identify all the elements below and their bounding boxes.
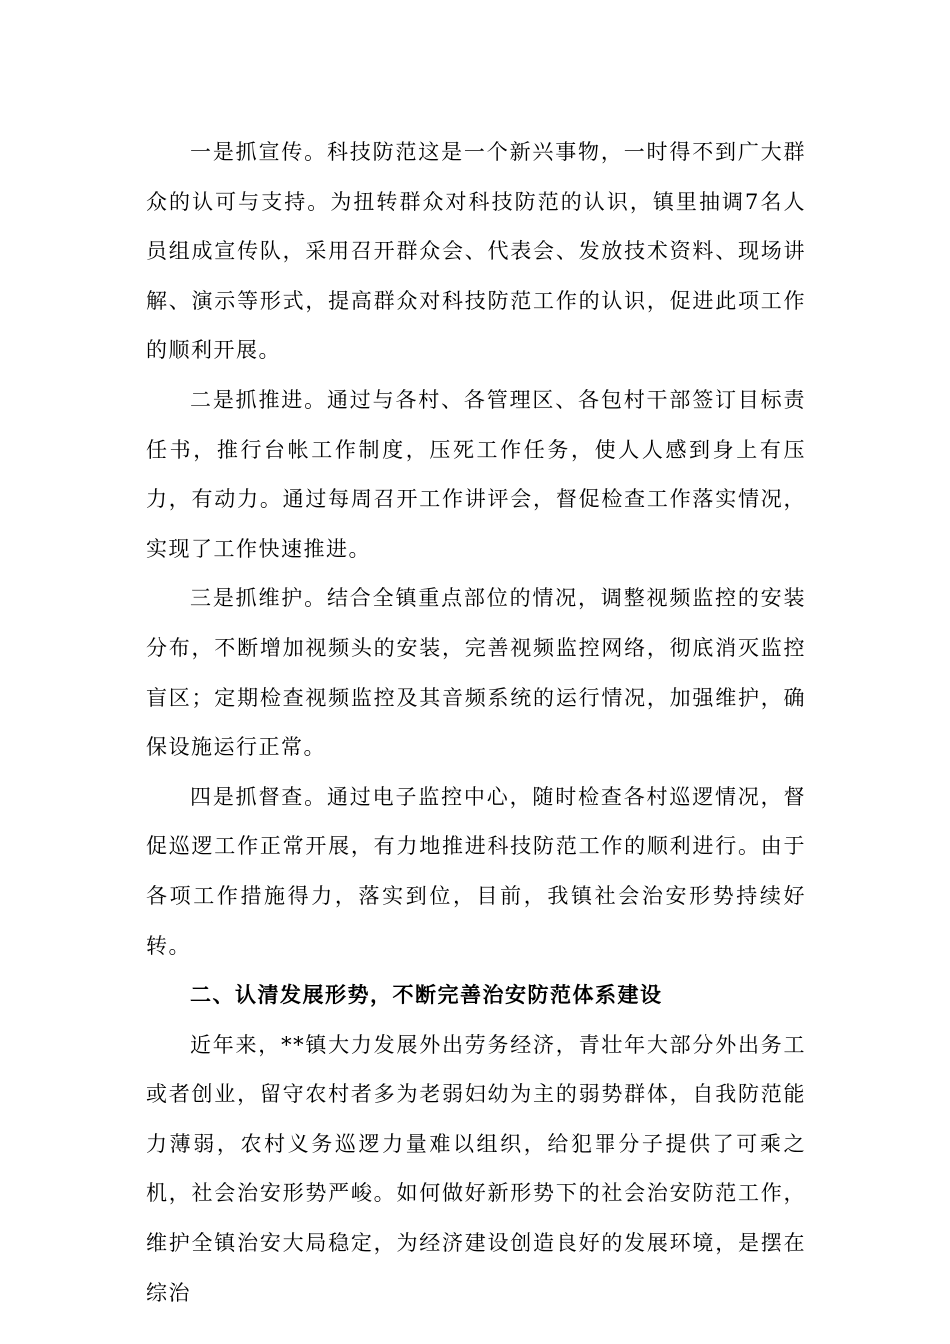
paragraph-publicity: 一是抓宣传。科技防范这是一个新兴事物，一时得不到广大群众的认可与支持。为扭转群众对科技防范的认识，镇里抽调7名人员组成宣传队，采用召开群众会、代表会、发放技术资料、现场讲解、演示等形式，提高群众对科技防范工作的认识，促进此项工作的顺利开展。 [146, 140, 806, 363]
paragraph-promotion: 二是抓推进。通过与各村、各管理区、各包村干部签订目标责任书，推行台帐工作制度，压死工作任务，使人人感到身上有压力，有动力。通过每周召开工作讲评会，督促检查工作落实情况，实现了工作快速推进。 [146, 387, 806, 561]
paragraph-maintenance: 三是抓维护。结合全镇重点部位的情况，调整视频监控的安装分布，不断增加视频头的安装，完善视频监控网络，彻底消灭监控盲区；定期检查视频监控及其音频系统的运行情况，加强维护，确保设施运行正常。 [146, 586, 806, 760]
paragraph-supervision: 四是抓督查。通过电子监控中心，随时检查各村巡逻情况，督促巡逻工作正常开展，有力地推进科技防范工作的顺利进行。由于各项工作措施得力，落实到位，目前，我镇社会治安形势持续好转。 [146, 784, 806, 958]
document-body [146, 128, 806, 1318]
paragraph-recent-years: 近年来，**镇大力发展外出劳务经济，青壮年大部分外出务工或者创业，留守农村者多为老弱妇幼为主的弱势群体，自我防范能力薄弱，农村义务巡逻力量难以组织，给犯罪分子提供了可乘之机，社会治安形势严峻。如何做好新形势下的社会治安防范工作，维护全镇治安大局稳定，为经济建设创造良好的发展环境，是摆在综治 [146, 1032, 806, 1305]
section-heading: 二、认清发展形势，不断完善治安防范体系建设 [190, 983, 663, 1008]
